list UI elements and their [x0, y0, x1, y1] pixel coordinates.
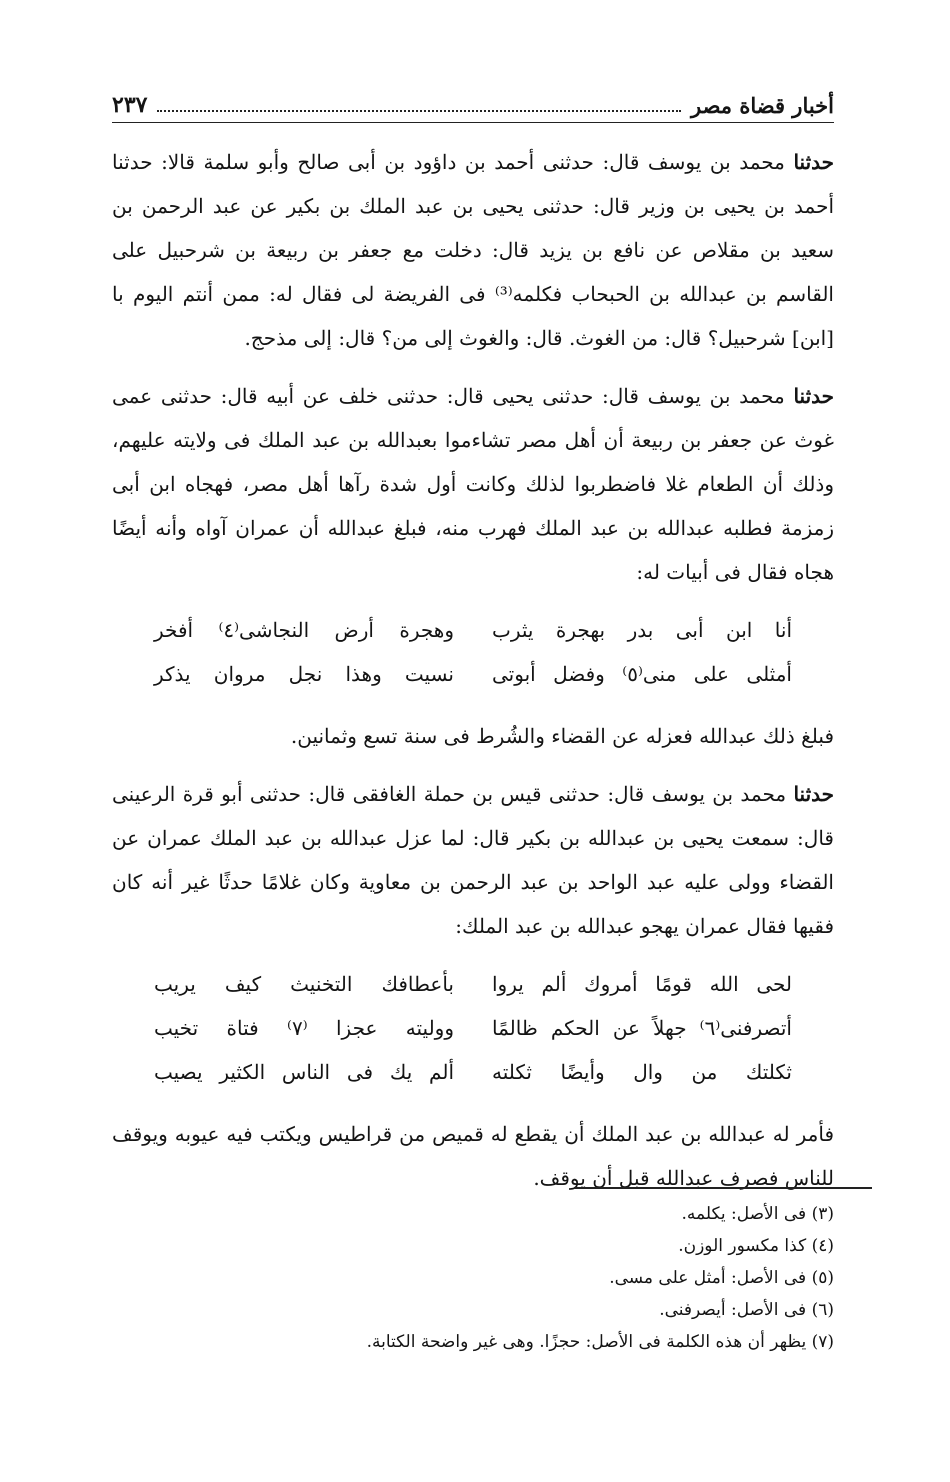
paragraph-text: محمد بن يوسف قال: حدثنى أحمد بن داؤود بن أبى صالح وأبو سلمة قالا: حدثنا أحمد بن يحيى بن وزير قال: حدثنى يحيى بن عبد الملك بن بكير عن عبد الرحمن بن سعيد بن مقلاص عن نافع بن يزيد قال: دخلت مع جعفر بن ربيعة بن شرحبيل على القاسم بن عبدالله بن الحبحاب فكلمه⁽³⁾ فى الفريضة لى فقال له: ممن أنتم اليوم با [ابن] شرحبيل؟ قال: من الغوث. قال: والغوث إلى من؟ قال: إلى مذحج. [112, 150, 834, 350]
verse-second-hemistich: ألم يك فى الناس الكثير يصيب [154, 1060, 454, 1084]
verse-second-hemistich: بأعطافك التخنيث كيف يريب [154, 972, 454, 996]
page-number: ٢٣٧ [112, 92, 148, 118]
paragraph-lead: حدثنا [793, 782, 834, 806]
paragraph-1 [112, 140, 834, 360]
paragraph-text: فبلغ ذلك عبدالله فعزله عن القضاء والشُرط فى سنة تسع وثمانين. [290, 724, 834, 748]
verse-first-hemistich: أتصرفنى⁽٦⁾ جهلاً عن الحكم ظالمًا [492, 1016, 792, 1040]
paragraph-2 [112, 374, 834, 594]
book-title: أخبار قضاة مصر [690, 92, 834, 118]
leader-dots [157, 98, 681, 112]
verse-first-hemistich: ثكلتك من وال وأيضًا ثكلته [492, 1060, 792, 1084]
verse [112, 962, 834, 1006]
verse-second-hemistich: نسيت وهذا نجل مروان يذكر [154, 662, 454, 686]
running-header [112, 92, 834, 123]
poem-1 [112, 608, 834, 696]
paragraph-lead: حدثنا [793, 150, 835, 174]
poem-2 [112, 962, 834, 1094]
verse-second-hemistich: ووليته عجزا ⁽٧⁾ فتاة تخيب [154, 1016, 454, 1040]
verse [112, 608, 834, 652]
footnote: (٣) فى الأصل: يكلمه. [681, 1204, 834, 1224]
footnote: (٥) فى الأصل: أمثل على مسى. [609, 1268, 834, 1288]
verse-first-hemistich: أمثلى على منى⁽٥⁾ وفضل أبوتى [492, 662, 792, 686]
footnote: (٤) كذا مكسور الوزن. [678, 1236, 834, 1256]
paragraph-text: فأمر له عبدالله بن عبد الملك أن يقطع له قميص من قراطيس ويكتب فيه عيوبه ويوقف للناس فصرف عبدالله قبل أن يوقف. [112, 1122, 835, 1190]
verse [112, 1050, 834, 1094]
main-text [112, 140, 834, 1214]
paragraph-text: محمد بن يوسف قال: حدثنى قيس بن حملة الغافقى قال: حدثنى أبو قرة الرعينى قال: سمعت يحيى بن عبدالله بن بكير قال: لما عزل عبدالله بن عبد الملك عمران عن القضاء وولى عليه عبد الواحد بن عبد الرحمن بن معاوية وكان غلامًا حدثًا غير أنه كان فقيها فقال عمران يهجو عبدالله بن عبد الملك: [112, 782, 834, 938]
verse-first-hemistich: أنا ابن أبى بدر بهجرة يثرب [492, 618, 792, 642]
paragraph-4 [112, 772, 834, 948]
verse [112, 652, 834, 696]
footnote: (٧) يظهر أن هذه الكلمة فى الأصل: حجزًا. وهى غير واضحة الكتابة. [366, 1332, 834, 1352]
verse-first-hemistich: لحى الله قومًا أمروك ألم يروا [492, 972, 792, 996]
paragraph-3 [112, 714, 834, 758]
footnote: (٦) فى الأصل: أيصرفنى. [659, 1300, 834, 1320]
footnote-separator [575, 1187, 872, 1189]
verse [112, 1006, 834, 1050]
paragraph-text: محمد بن يوسف قال: حدثنى يحيى قال: حدثنى خلف عن أبيه قال: حدثنى عمى غوث عن جعفر بن ربيعة أن أهل مصر تشاءموا بعبدالله بن عبد الملك فى ولايته عليهم، وذلك أن الطعام غلا فاضطربوا لذلك وكانت أول شدة رآها أهل مصر، فهجاه ابن أبى زمزمة فطلبه عبدالله بن عبد الملك فهرب منه، فبلغ عبدالله أن عمران آواه وأنه أيضًا هجاه فقال فى أبيات له: [112, 384, 834, 584]
verse-second-hemistich: وهجرة أرض النجاشى⁽٤⁾ أفخر [154, 618, 454, 642]
paragraph-lead: حدثنا [793, 384, 834, 408]
footnotes [112, 1198, 834, 1358]
